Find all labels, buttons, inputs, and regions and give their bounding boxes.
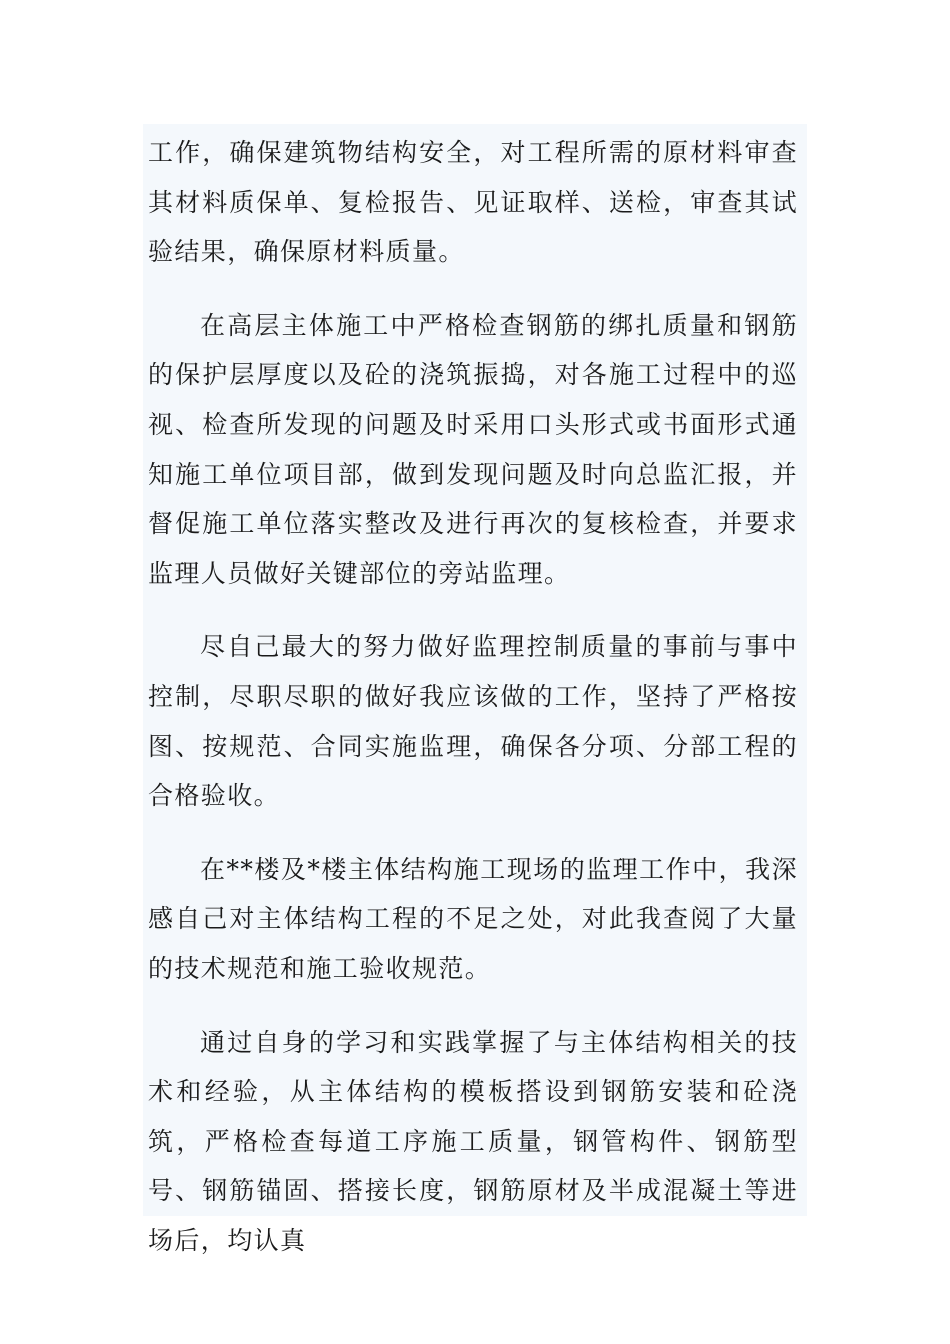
document-body	[148, 128, 798, 1265]
paragraph-quality-control: 尽自己最大的努力做好监理控制质量的事前与事中控制，尽职尽职的做好我应该做的工作，坚持了严格按图、按规范、合同实施监理，确保各分项、分部工程的合格验收。	[148, 632, 798, 811]
text-block	[143, 124, 807, 1255]
paragraph-learning: 通过自身的学习和实践掌握了与主体结构相关的技术和经验，从主体结构的模板搭设到钢筋安装和砼浇筑，严格检查每道工序施工质量，钢管构件、钢筋型号、钢筋锚固、搭接长度，钢筋原材及半成混凝土等进场后，均认真	[148, 1027, 798, 1255]
paragraph-inspection: 在高层主体施工中严格检查钢筋的绑扎质量和钢筋的保护层厚度以及砼的浇筑振捣，对各施工过程中的巡视、检查所发现的问题及时采用口头形式或书面形式通知施工单位项目部，做到发现问题及时向总监汇报，并督促施工单位落实整改及进行再次的复核检查，并要求监理人员做好关键部位的旁站监理。	[148, 310, 798, 588]
paragraph-site-supervision: 在**楼及*楼主体结构施工现场的监理工作中，我深感自己对主体结构工程的不足之处，对此我查阅了大量的技术规范和施工验收规范。	[148, 854, 798, 983]
paragraph-continuation: 工作，确保建筑物结构安全，对工程所需的原材料审查其材料质保单、复检报告、见证取样、送检，审查其试验结果，确保原材料质量。	[148, 138, 798, 267]
